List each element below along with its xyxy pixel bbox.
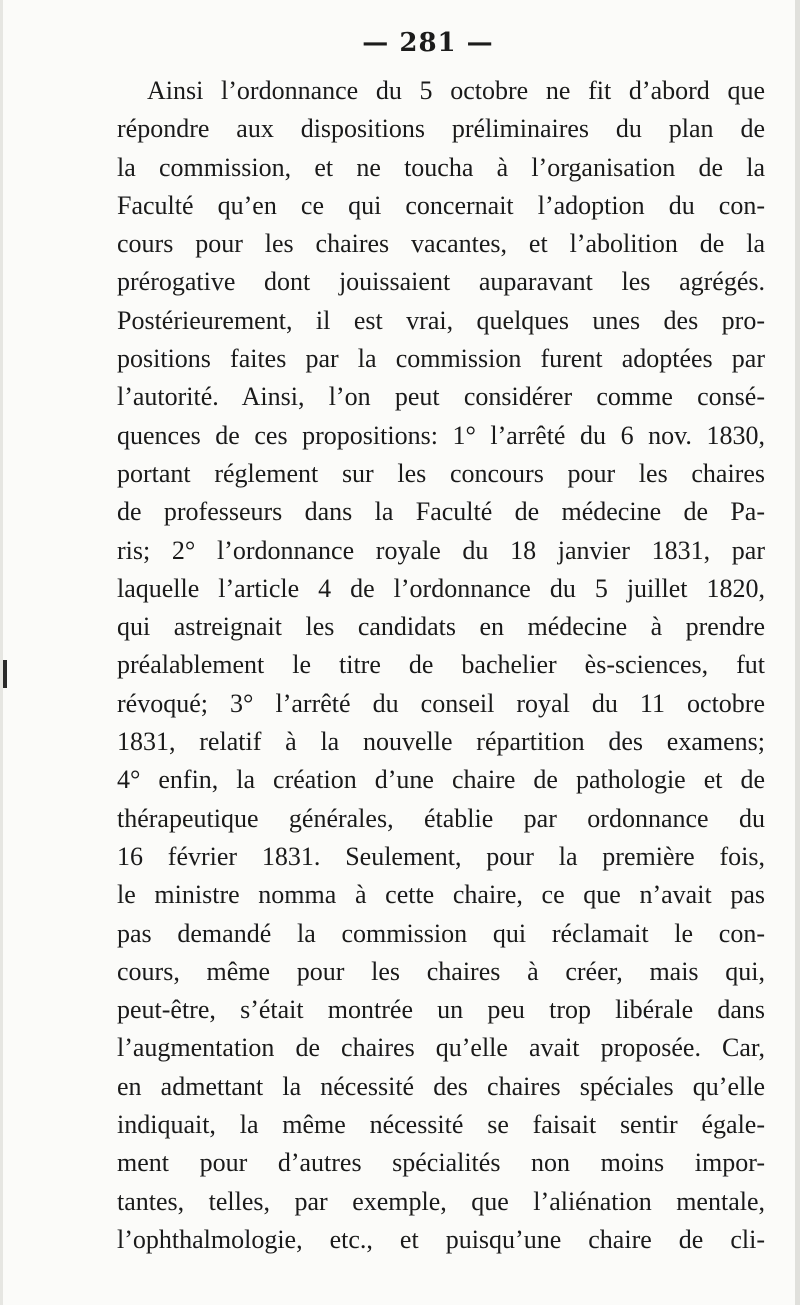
text-line: en admettant la nécessité des chaires spéciales qu’elle — [117, 1071, 765, 1101]
text-line: positions faites par la commission furent adoptées par — [117, 344, 765, 374]
text-line: 4° enfin, la création d’une chaire de pathologie et de — [117, 765, 765, 795]
text-line: cours, même pour les chaires à créer, mais qui, — [117, 956, 765, 986]
text-line: l’autorité. Ainsi, l’on peut considérer comme consé- — [117, 382, 765, 412]
page-number: — 281 — — [362, 28, 494, 58]
text-line: 16 février 1831. Seulement, pour la première fois, — [117, 841, 765, 871]
text-line: cours pour les chaires vacantes, et l’abolition de la — [117, 229, 765, 259]
text-line: indiquait, la même nécessité se faisait sentir égale- — [117, 1110, 765, 1140]
text-line: le ministre nomma à cette chaire, ce que n’avait pas — [117, 880, 765, 910]
text-line: prérogative dont jouissaient auparavant les agrégés. — [117, 267, 765, 297]
text-line: pas demandé la commission qui réclamait le con- — [117, 918, 765, 948]
text-line: quences de ces propositions: 1° l’arrêté du 6 nov. 1830, — [117, 420, 765, 450]
text-line: la commission, et ne toucha à l’organisation de la — [117, 152, 765, 182]
text-line: laquelle l’article 4 de l’ordonnance du 5 juillet 1820, — [117, 573, 765, 603]
text-line: thérapeutique générales, établie par ordonnance du — [117, 803, 765, 833]
text-line: Ainsi l’ordonnance du 5 octobre ne fit d’abord que — [147, 76, 765, 105]
text-line: révoqué; 3° l’arrêté du conseil royal du 11 octobre — [117, 688, 765, 718]
text-line: tantes, telles, par exemple, que l’aliénation mentale, — [117, 1186, 765, 1216]
text-line: Faculté qu’en ce qui concernait l’adoption du con- — [117, 190, 765, 220]
text-line: peut-être, s’était montrée un peu trop libérale dans — [117, 995, 765, 1025]
text-line: ment pour d’autres spécialités non moins impor- — [117, 1148, 765, 1178]
text-line: portant réglement sur les concours pour les chaires — [117, 458, 765, 488]
text-line: Postérieurement, il est vrai, quelques unes des pro- — [117, 305, 765, 335]
margin-mark — [3, 660, 7, 688]
text-line: l’augmentation de chaires qu’elle avait proposée. Car, — [117, 1033, 765, 1063]
text-line: ris; 2° l’ordonnance royale du 18 janvier 1831, par — [117, 535, 765, 565]
text-line: qui astreignait les candidats en médecine à prendre — [117, 612, 765, 642]
text-line: l’ophthalmologie, etc., et puisqu’une chaire de cli- — [117, 1224, 765, 1254]
text-line: répondre aux dispositions préliminaires du plan de — [117, 114, 765, 144]
text-line: préalablement le titre de bachelier ès-sciences, fut — [117, 650, 765, 680]
text-line: de professeurs dans la Faculté de médecine de Pa- — [117, 497, 765, 527]
body-text — [117, 72, 765, 1259]
text-line: 1831, relatif à la nouvelle répartition des examens; — [117, 727, 765, 757]
